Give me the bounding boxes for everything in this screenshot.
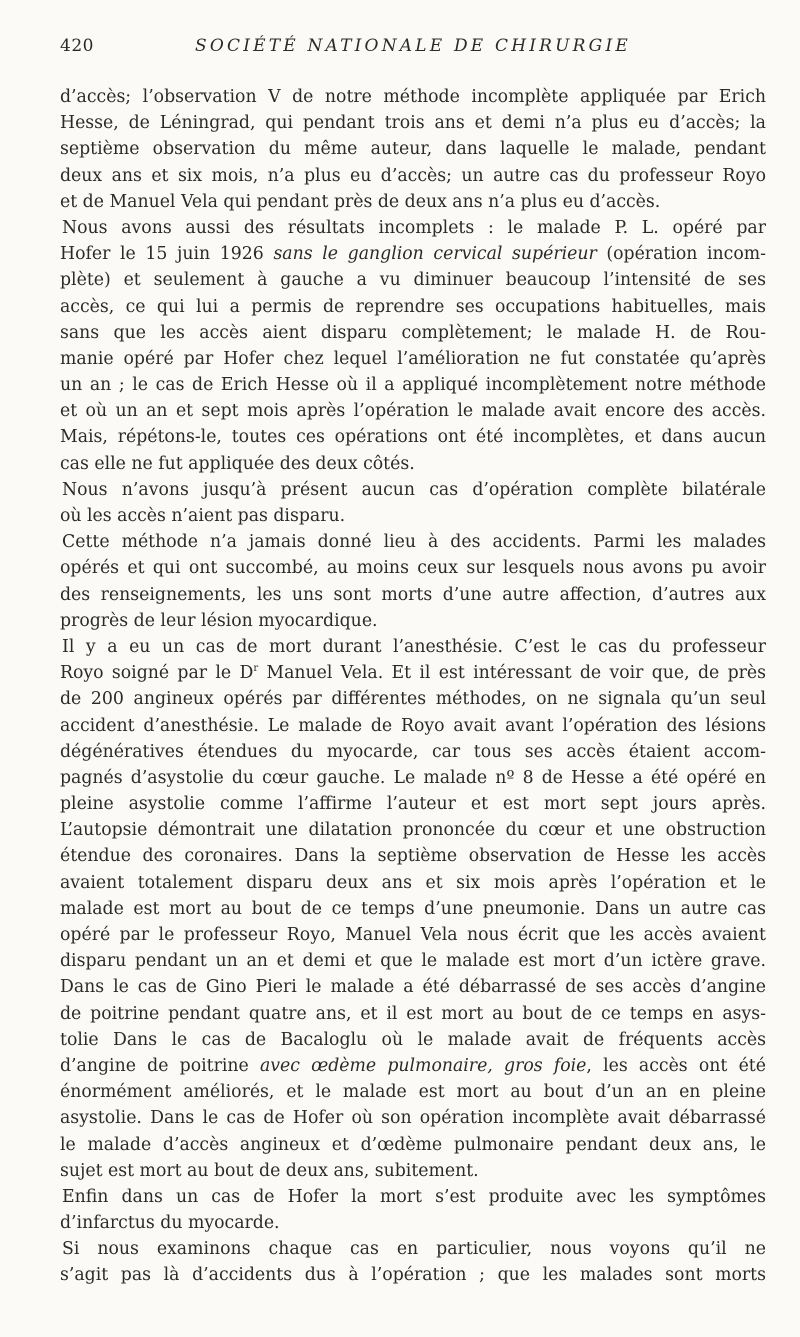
text-segment: Manuel Vela. Et il est intéressant de voir que, de près bbox=[258, 663, 766, 684]
text-line: d’accès; l’observation V de notre méthode incomplète appliquée par Erich bbox=[60, 87, 766, 107]
text-line: plète) et seulement à gauche a vu diminuer beaucoup l’intensité de ses bbox=[60, 270, 766, 291]
text-line bbox=[60, 660, 766, 686]
text-line: opéré par le professeur Royo, Manuel Vela nous écrit que les accès avaient bbox=[60, 925, 766, 945]
text-line: un an ; le cas de Erich Hesse où il a appliqué incomplètement notre méthode bbox=[60, 375, 766, 396]
text-line: opérés et qui ont succombé, au moins ceux sur lesquels nous avons pu avoir bbox=[60, 558, 766, 579]
page-number: 420 bbox=[60, 36, 94, 56]
text-segment: Royo soigné par le D bbox=[60, 663, 254, 684]
text-line: s’agit pas là d’accidents dus à l’opération ; que les malades sont morts bbox=[60, 1265, 766, 1286]
text-line: et où un an et sept mois après l’opération le malade avait encore des accès. bbox=[60, 401, 766, 422]
text-line: Enfin dans un cas de Hofer la mort s’est produite avec les symptômes bbox=[62, 1186, 766, 1207]
text-line: de poitrine pendant quatre ans, et il est mort au bout de ce temps en asys- bbox=[60, 1003, 766, 1024]
text-line: sans que les accès aient disparu complètement; le malade H. de Rou- bbox=[60, 322, 766, 343]
text-line: et de Manuel Vela qui pendant près de deux ans n’a plus eu d’accès. bbox=[60, 191, 661, 212]
text-segment: , les accès ont été bbox=[586, 1055, 766, 1076]
text-line: Il y a eu un cas de mort durant l’anesthésie. C’est le cas du professeur bbox=[62, 636, 766, 657]
text-line: septième observation du même auteur, dans laquelle le malade, pendant bbox=[60, 139, 766, 160]
text-line: Nous avons aussi des résultats incomplets : le malade P. L. opéré par bbox=[62, 217, 766, 238]
italic-segment: avec œdème pulmonaire, gros foie bbox=[259, 1055, 587, 1076]
text-segment: Hofer le 15 juin 1926 bbox=[60, 244, 274, 265]
text-line: avaient totalement disparu deux ans et six mois après l’opération et le bbox=[60, 872, 766, 893]
text-line: Hesse, de Léningrad, qui pendant trois ans et demi n’a plus eu d’accès; la bbox=[60, 113, 766, 134]
text-line bbox=[60, 1053, 766, 1079]
text-line: où les accès n’aient pas disparu. bbox=[60, 506, 346, 526]
text-line: manie opéré par Hofer chez lequel l’amélioration ne fut constatée qu’après bbox=[60, 348, 766, 369]
text-line: Cette méthode n’a jamais donné lieu à des accidents. Parmi les malades bbox=[62, 532, 766, 553]
text-line: progrès de leur lésion myocardique. bbox=[60, 610, 378, 631]
text-line: énormément améliorés, et le malade est mort au bout d’un an en pleine bbox=[60, 1082, 766, 1103]
text-segment: (opération incom- bbox=[596, 244, 766, 265]
superscript: r bbox=[253, 663, 259, 675]
text-line: des renseignements, les uns sont morts d’une autre affection, d’autres aux bbox=[60, 584, 766, 605]
italic-segment: sans le ganglion cervical supérieur bbox=[273, 244, 597, 265]
text-line: malade est mort au bout de ce temps d’une pneumonie. Dans un autre cas bbox=[60, 898, 766, 919]
text-line: asystolie. Dans le cas de Hofer où son opération incomplète avait débarrassé bbox=[60, 1108, 766, 1129]
text-line: pagnés d’asystolie du cœur gauche. Le malade nº 8 de Hesse a été opéré en bbox=[60, 767, 766, 788]
text-segment: d’angine de poitrine bbox=[60, 1055, 260, 1076]
text-line: L’autopsie démontrait une dilatation prononcée du cœur et une obstruction bbox=[60, 820, 766, 841]
text-line: Si nous examinons chaque cas en particulier, nous voyons qu’il ne bbox=[62, 1239, 766, 1260]
text-line: tolie Dans le cas de Bacaloglu où le malade avait de fréquents accès bbox=[60, 1029, 766, 1050]
text-line bbox=[60, 241, 766, 267]
text-line: étendue des coronaires. Dans la septième observation de Hesse les accès bbox=[60, 846, 766, 867]
text-line: disparu pendant un an et demi et que le malade est mort d’un ictère grave. bbox=[60, 951, 766, 972]
text-line: d’infarctus du myocarde. bbox=[60, 1213, 280, 1234]
text-line: accès, ce qui lui a permis de reprendre ses occupations habituelles, mais bbox=[60, 296, 766, 317]
text-line: accident d’anesthésie. Le malade de Royo avait avant l’opération des lésions bbox=[60, 715, 766, 736]
text-line: pleine asystolie comme l’affirme l’auteur et est mort sept jours après. bbox=[60, 794, 766, 815]
text-line: Dans le cas de Gino Pieri le malade a été débarrassé de ses accès d’angine bbox=[60, 977, 766, 998]
text-line: sujet est mort au bout de deux ans, subitement. bbox=[60, 1160, 479, 1181]
text-line: Mais, répétons-le, toutes ces opérations ont été incomplètes, et dans aucun bbox=[60, 427, 766, 448]
text-line: de 200 angineux opérés par différentes méthodes, on ne signala qu’un seul bbox=[60, 689, 766, 710]
text-line: dégénératives étendues du myocarde, car tous ses accès étaient accom- bbox=[60, 741, 766, 762]
text-line: deux ans et six mois, n’a plus eu d’accès; un autre cas du professeur Royo bbox=[60, 165, 766, 186]
text-line: Nous n’avons jusqu’à présent aucun cas d’opération complète bilatérale bbox=[62, 479, 766, 500]
page-header bbox=[60, 36, 766, 60]
text-line: le malade d’accès angineux et d’œdème pulmonaire pendant deux ans, le bbox=[60, 1134, 766, 1155]
running-head: SOCIÉTÉ NATIONALE DE CHIRURGIE bbox=[195, 36, 631, 56]
body-text bbox=[60, 84, 766, 1289]
text-line: cas elle ne fut appliquée des deux côtés. bbox=[60, 453, 415, 474]
